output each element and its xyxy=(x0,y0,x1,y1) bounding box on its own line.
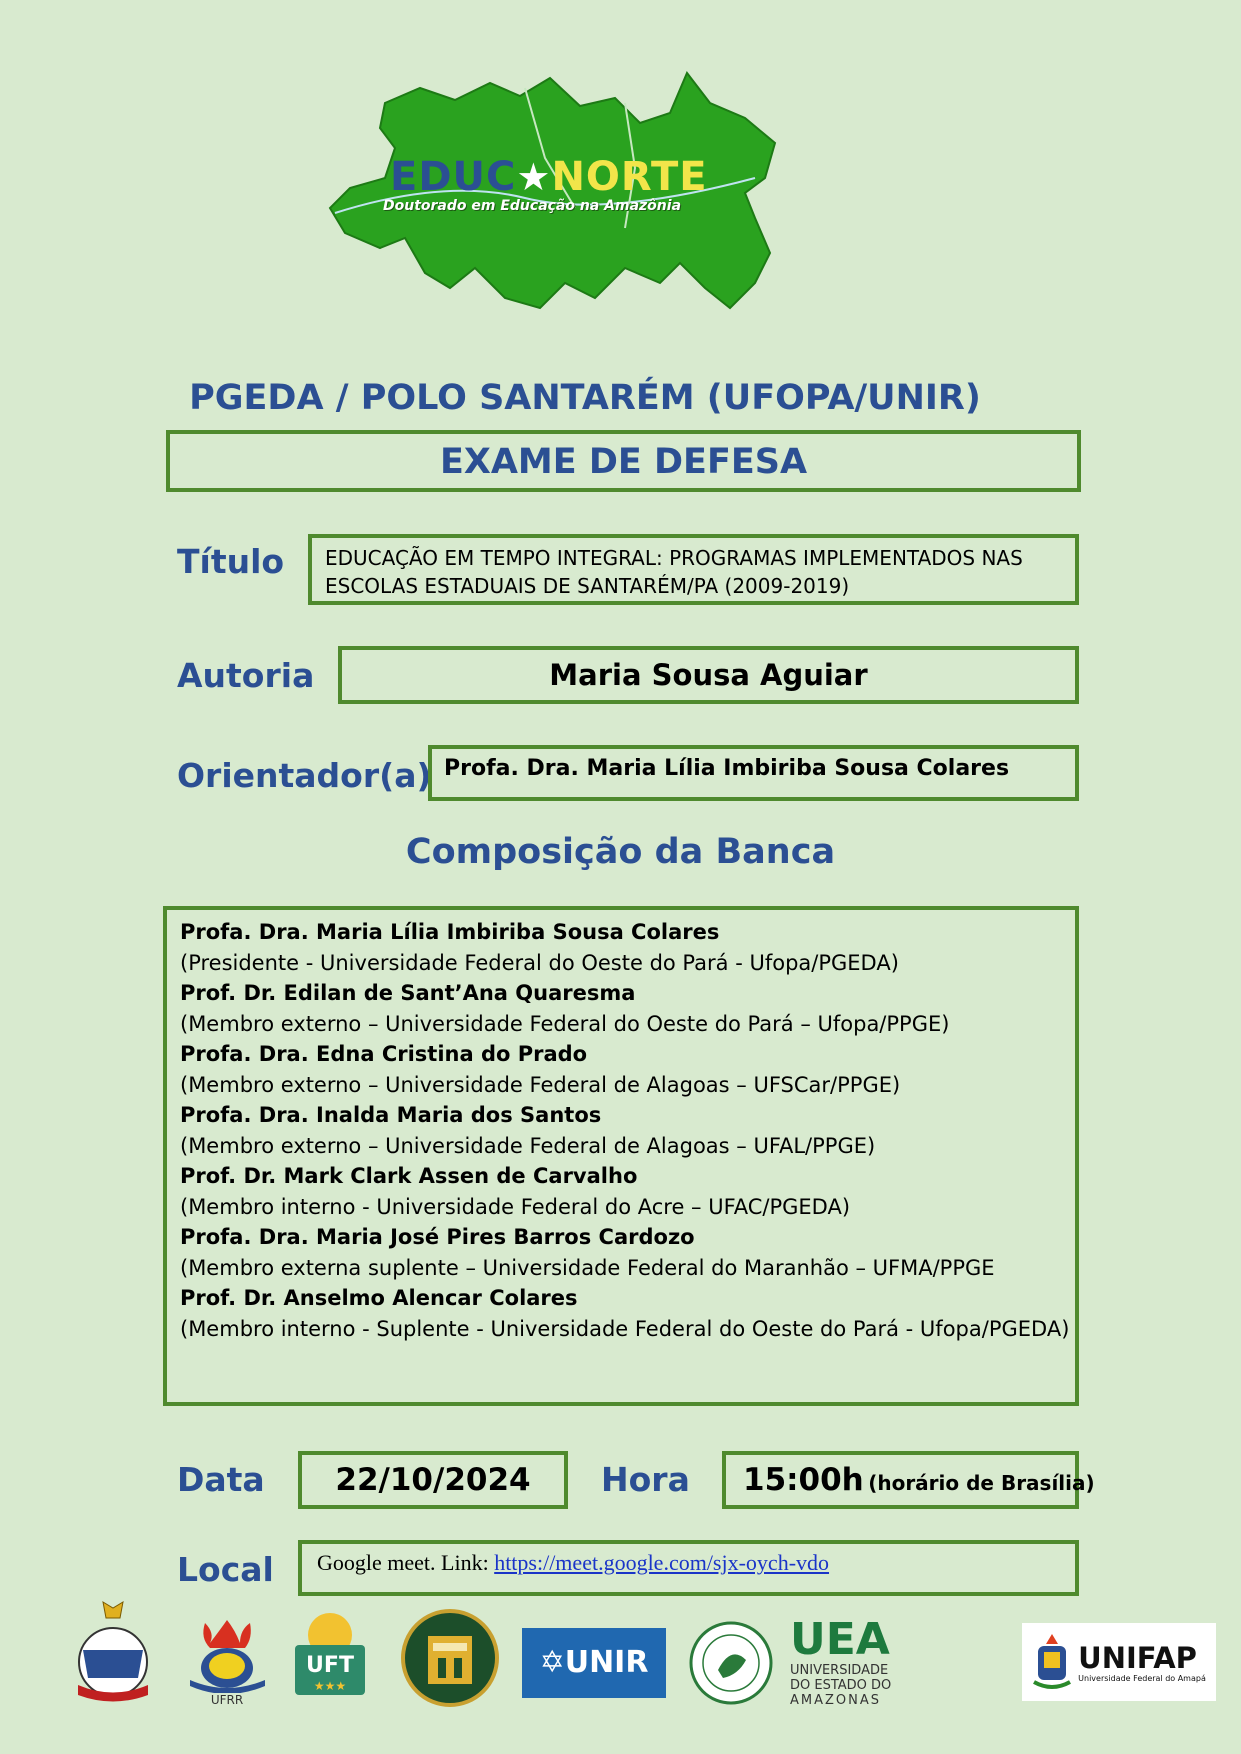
banca-member-role: (Membro externa suplente – Universidade Federal do Maranhão – UFMA/PPGE xyxy=(180,1255,995,1280)
titulo-line1: EDUCAÇÃO EM TEMPO INTEGRAL: PROGRAMAS IMPLEMENTADOS NAS xyxy=(325,546,1023,570)
banca-member-name: Profa. Dra. Inalda Maria dos Santos xyxy=(180,1103,602,1127)
banca-member xyxy=(180,1100,1075,1161)
autoria-value: Maria Sousa Aguiar xyxy=(549,658,868,692)
unifap-crest-icon xyxy=(1032,1632,1072,1692)
banca-member-name: Prof. Dr. Anselmo Alencar Colares xyxy=(180,1286,578,1310)
ufopa-crest-icon xyxy=(400,1608,500,1708)
uft-crest-icon xyxy=(290,1610,370,1705)
banca-heading: Composição da Banca xyxy=(405,832,836,872)
program-title: PGEDA / POLO SANTARÉM (UFOPA/UNIR) xyxy=(189,378,981,418)
banca-member-role: (Presidente - Universidade Federal do Oeste do Pará - Ufopa/PGEDA) xyxy=(180,950,899,975)
autoria-box xyxy=(338,646,1079,704)
meet-link[interactable]: https://meet.google.com/sjx-oych-vdo xyxy=(494,1550,830,1575)
banca-member-role: (Membro externo – Universidade Federal de Alagoas – UFSCar/PPGE) xyxy=(180,1072,901,1097)
banca-member-name: Prof. Dr. Mark Clark Assen de Carvalho xyxy=(180,1164,638,1188)
unir-label: UNIR xyxy=(564,1645,649,1680)
banca-member-name: Prof. Dr. Edilan de Sant’Ana Quaresma xyxy=(180,981,636,1005)
titulo-line2: ESCOLAS ESTADUAIS DE SANTARÉM/PA (2009-2019) xyxy=(325,574,850,598)
titulo-box xyxy=(308,534,1079,605)
svg-text:★★★: ★★★ xyxy=(313,1679,347,1693)
orientador-label: Orientador(a) xyxy=(177,756,432,795)
unifap-logo xyxy=(1022,1623,1216,1701)
autoria-label: Autoria xyxy=(177,656,315,695)
logo-brand-left: EDUC xyxy=(390,154,517,200)
ufac-seal-icon xyxy=(688,1620,774,1706)
hora-box xyxy=(722,1451,1095,1509)
banca-member xyxy=(180,917,1075,978)
svg-text:UFT: UFT xyxy=(306,1653,354,1678)
banca-member xyxy=(180,1283,1075,1344)
logo-brand-right: NORTE xyxy=(551,154,708,200)
logo-brand xyxy=(390,154,708,200)
uea-sub1: UNIVERSIDADE xyxy=(790,1662,889,1678)
orientador-box xyxy=(428,745,1079,801)
banca-member-name: Profa. Dra. Edna Cristina do Prado xyxy=(180,1042,588,1066)
data-label: Data xyxy=(177,1460,265,1499)
unir-logo xyxy=(522,1628,666,1698)
local-box xyxy=(298,1540,1079,1596)
banca-member-role: (Membro externo – Universidade Federal do Oeste do Pará – Ufopa/PPGE) xyxy=(180,1011,950,1036)
ufrr-label: UFRR xyxy=(210,1693,244,1707)
hora-note: (horário de Brasília) xyxy=(868,1471,1095,1495)
unifap-label: UNIFAP xyxy=(1078,1640,1197,1675)
exam-box xyxy=(166,430,1081,492)
local-prefix: Google meet. Link: xyxy=(317,1550,495,1575)
orientador-value: Profa. Dra. Maria Lília Imbiriba Sousa Colares xyxy=(444,756,1010,781)
banca-member xyxy=(180,1222,1075,1283)
hora-label: Hora xyxy=(601,1460,690,1499)
uft-logo xyxy=(290,1610,370,1705)
data-value: 22/10/2024 xyxy=(335,1462,531,1498)
local-label: Local xyxy=(177,1550,274,1589)
exam-title: EXAME DE DEFESA xyxy=(439,442,808,482)
unir-star-icon: ✡ xyxy=(539,1645,565,1680)
banca-member xyxy=(180,1039,1075,1100)
titulo-label: Título xyxy=(177,542,285,581)
uea-logo xyxy=(790,1612,895,1712)
ufac-logo xyxy=(688,1620,774,1706)
ufpa-crest-icon xyxy=(68,1600,158,1710)
uea-label: UEA xyxy=(790,1613,890,1665)
star-icon: ★ xyxy=(516,155,552,199)
ufrr-crest-icon xyxy=(185,1618,270,1693)
banca-member xyxy=(180,978,1075,1039)
uea-sub2: DO ESTADO DO xyxy=(790,1677,892,1693)
banca-member-role: (Membro externo – Universidade Federal de Alagoas – UFAL/PPGE) xyxy=(180,1133,876,1158)
ufrr-logo xyxy=(182,1615,272,1710)
ufpa-logo xyxy=(68,1600,158,1710)
uea-sub3: AMAZONAS xyxy=(790,1692,882,1708)
educanorte-logo xyxy=(325,58,795,328)
hora-value: 15:00h xyxy=(743,1462,864,1498)
banca-box xyxy=(163,906,1079,1406)
ufopa-logo xyxy=(400,1608,500,1708)
unifap-sub: Universidade Federal do Amapá xyxy=(1078,1673,1206,1683)
banca-member-role: (Membro interno - Suplente - Universidade Federal do Oeste do Pará - Ufopa/PGEDA) xyxy=(180,1316,1070,1341)
data-box xyxy=(298,1451,568,1509)
logo-tagline: Doutorado em Educação na Amazônia xyxy=(383,198,682,214)
banca-member-name: Profa. Dra. Maria Lília Imbiriba Sousa Colares xyxy=(180,920,720,944)
banca-member-name: Profa. Dra. Maria José Pires Barros Cardozo xyxy=(180,1225,695,1249)
banca-member-role: (Membro interno - Universidade Federal do Acre – UFAC/PGEDA) xyxy=(180,1194,851,1219)
banca-member xyxy=(180,1161,1075,1222)
